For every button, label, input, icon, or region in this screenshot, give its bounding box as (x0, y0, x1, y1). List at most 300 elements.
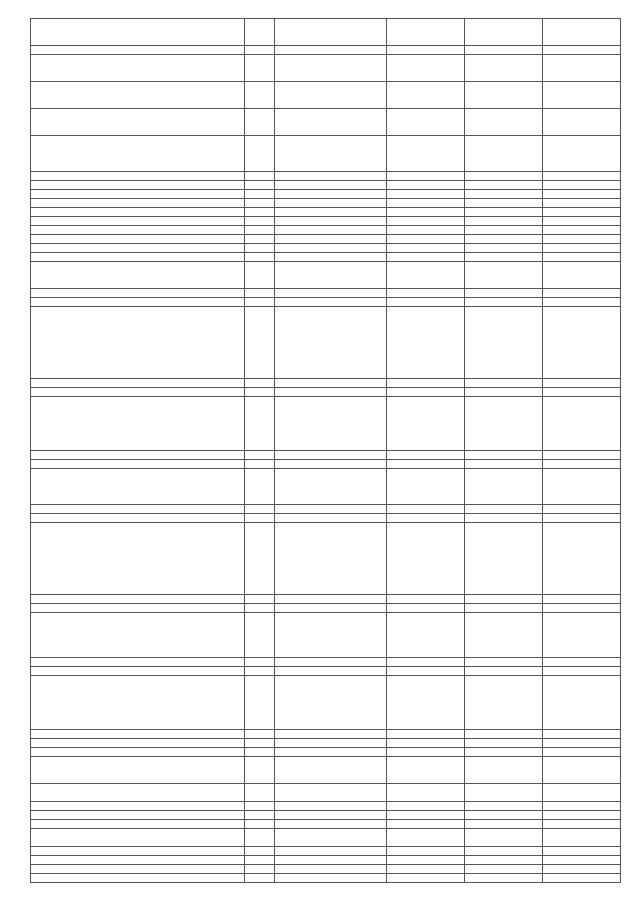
row-kbk-cell (275, 820, 387, 829)
row-plan-cell (387, 55, 465, 82)
row-name-cell (31, 613, 245, 658)
row-plan-cell (387, 739, 465, 748)
row-code-cell (245, 397, 275, 451)
table-row (31, 244, 621, 253)
table-row (31, 595, 621, 604)
row-executed-cell (465, 379, 543, 388)
row-code-cell (245, 388, 275, 397)
row-code-cell (245, 460, 275, 469)
row-plan-cell (387, 244, 465, 253)
row-kbk-cell (275, 856, 387, 865)
table-row (31, 730, 621, 739)
row-unexecuted-cell (543, 802, 621, 811)
row-name-cell (31, 226, 245, 235)
row-name-cell (31, 235, 245, 244)
row-unexecuted-cell (543, 388, 621, 397)
row-executed-cell (465, 172, 543, 181)
row-unexecuted-cell (543, 676, 621, 730)
row-plan-cell (387, 505, 465, 514)
table-row (31, 208, 621, 217)
row-name-cell (31, 190, 245, 199)
table-row (31, 109, 621, 136)
row-code-cell (245, 226, 275, 235)
row-name-cell (31, 181, 245, 190)
row-kbk-cell (275, 523, 387, 595)
row-executed-cell (465, 289, 543, 298)
row-name-cell (31, 811, 245, 820)
row-plan-cell (387, 226, 465, 235)
row-plan-cell (387, 874, 465, 883)
row-unexecuted-cell (543, 739, 621, 748)
row-name-cell (31, 658, 245, 667)
row-kbk-cell (275, 262, 387, 289)
table-row (31, 460, 621, 469)
row-unexecuted-cell (543, 55, 621, 82)
row-executed-cell (465, 829, 543, 847)
row-unexecuted-cell (543, 82, 621, 109)
row-kbk-cell (275, 244, 387, 253)
row-unexecuted-cell (543, 136, 621, 172)
row-name-cell (31, 523, 245, 595)
row-executed-cell (465, 667, 543, 676)
row-unexecuted-cell (543, 253, 621, 262)
row-unexecuted-cell (543, 172, 621, 181)
table-row (31, 505, 621, 514)
table-row (31, 253, 621, 262)
row-unexecuted-cell (543, 856, 621, 865)
row-name-cell (31, 856, 245, 865)
row-name-cell (31, 208, 245, 217)
row-executed-cell (465, 46, 543, 55)
row-plan-cell (387, 604, 465, 613)
row-plan-cell (387, 460, 465, 469)
row-code-cell (245, 55, 275, 82)
table-row (31, 190, 621, 199)
row-kbk-cell (275, 658, 387, 667)
row-code-cell (245, 874, 275, 883)
row-executed-cell (465, 523, 543, 595)
table-row (31, 217, 621, 226)
row-kbk-cell (275, 865, 387, 874)
row-executed-cell (465, 55, 543, 82)
row-executed-cell (465, 595, 543, 604)
row-executed-cell (465, 514, 543, 523)
row-plan-cell (387, 199, 465, 208)
row-name-cell (31, 298, 245, 307)
row-unexecuted-cell (543, 847, 621, 856)
row-executed-cell (465, 658, 543, 667)
row-unexecuted-cell (543, 307, 621, 379)
row-executed-cell (465, 748, 543, 757)
row-executed-cell (465, 217, 543, 226)
row-executed-cell (465, 199, 543, 208)
table-row (31, 82, 621, 109)
row-kbk-cell (275, 289, 387, 298)
row-kbk-cell (275, 181, 387, 190)
row-unexecuted-cell (543, 757, 621, 784)
row-unexecuted-cell (543, 199, 621, 208)
row-executed-cell (465, 226, 543, 235)
row-kbk-cell (275, 595, 387, 604)
row-unexecuted-cell (543, 730, 621, 739)
table-row (31, 397, 621, 451)
table-row (31, 874, 621, 883)
row-unexecuted-cell (543, 523, 621, 595)
row-code-cell (245, 748, 275, 757)
table-row (31, 451, 621, 460)
row-plan-cell (387, 208, 465, 217)
row-unexecuted-cell (543, 604, 621, 613)
row-name-cell (31, 802, 245, 811)
row-plan-cell (387, 253, 465, 262)
row-code-cell (245, 451, 275, 460)
row-code-cell (245, 856, 275, 865)
row-code-cell (245, 595, 275, 604)
row-unexecuted-cell (543, 505, 621, 514)
row-code-cell (245, 46, 275, 55)
row-kbk-cell (275, 667, 387, 676)
row-kbk-cell (275, 451, 387, 460)
row-unexecuted-cell (543, 820, 621, 829)
row-kbk-cell (275, 82, 387, 109)
row-unexecuted-cell (543, 289, 621, 298)
row-kbk-cell (275, 388, 387, 397)
table-row (31, 55, 621, 82)
row-code-cell (245, 262, 275, 289)
row-unexecuted-cell (543, 190, 621, 199)
row-code-cell (245, 136, 275, 172)
row-executed-cell (465, 190, 543, 199)
row-executed-cell (465, 109, 543, 136)
row-unexecuted-cell (543, 19, 621, 46)
row-unexecuted-cell (543, 874, 621, 883)
row-executed-cell (465, 757, 543, 784)
row-code-cell (245, 829, 275, 847)
row-name-cell (31, 757, 245, 784)
table-row (31, 469, 621, 505)
table-row (31, 298, 621, 307)
row-name-cell (31, 19, 245, 46)
row-plan-cell (387, 595, 465, 604)
row-unexecuted-cell (543, 181, 621, 190)
row-name-cell (31, 379, 245, 388)
row-executed-cell (465, 784, 543, 802)
row-name-cell (31, 739, 245, 748)
row-plan-cell (387, 451, 465, 460)
row-name-cell (31, 172, 245, 181)
row-code-cell (245, 19, 275, 46)
row-executed-cell (465, 505, 543, 514)
row-kbk-cell (275, 235, 387, 244)
row-plan-cell (387, 379, 465, 388)
row-plan-cell (387, 856, 465, 865)
row-executed-cell (465, 235, 543, 244)
row-code-cell (245, 505, 275, 514)
table-row (31, 847, 621, 856)
row-executed-cell (465, 811, 543, 820)
row-kbk-cell (275, 757, 387, 784)
table-row (31, 667, 621, 676)
row-plan-cell (387, 262, 465, 289)
row-kbk-cell (275, 190, 387, 199)
row-executed-cell (465, 730, 543, 739)
table-row (31, 748, 621, 757)
row-plan-cell (387, 865, 465, 874)
row-name-cell (31, 469, 245, 505)
row-kbk-cell (275, 784, 387, 802)
row-code-cell (245, 802, 275, 811)
row-kbk-cell (275, 208, 387, 217)
table-row (31, 136, 621, 172)
row-plan-cell (387, 298, 465, 307)
table-row (31, 739, 621, 748)
row-kbk-cell (275, 253, 387, 262)
row-name-cell (31, 505, 245, 514)
row-kbk-cell (275, 748, 387, 757)
row-kbk-cell (275, 19, 387, 46)
row-plan-cell (387, 82, 465, 109)
row-executed-cell (465, 298, 543, 307)
row-executed-cell (465, 253, 543, 262)
row-executed-cell (465, 451, 543, 460)
row-kbk-cell (275, 613, 387, 658)
row-plan-cell (387, 307, 465, 379)
row-name-cell (31, 289, 245, 298)
table-row (31, 523, 621, 595)
row-executed-cell (465, 865, 543, 874)
row-name-cell (31, 109, 245, 136)
row-plan-cell (387, 388, 465, 397)
row-executed-cell (465, 19, 543, 46)
row-unexecuted-cell (543, 208, 621, 217)
row-name-cell (31, 262, 245, 289)
row-unexecuted-cell (543, 46, 621, 55)
table-row (31, 226, 621, 235)
row-code-cell (245, 379, 275, 388)
row-name-cell (31, 397, 245, 451)
table-body (31, 19, 621, 883)
table-row (31, 604, 621, 613)
row-name-cell (31, 199, 245, 208)
row-plan-cell (387, 523, 465, 595)
row-plan-cell (387, 784, 465, 802)
row-name-cell (31, 82, 245, 109)
row-code-cell (245, 847, 275, 856)
row-executed-cell (465, 397, 543, 451)
row-name-cell (31, 874, 245, 883)
row-name-cell (31, 253, 245, 262)
row-code-cell (245, 613, 275, 658)
row-kbk-cell (275, 829, 387, 847)
row-plan-cell (387, 820, 465, 829)
row-name-cell (31, 676, 245, 730)
row-kbk-cell (275, 802, 387, 811)
row-unexecuted-cell (543, 667, 621, 676)
row-executed-cell (465, 802, 543, 811)
row-executed-cell (465, 262, 543, 289)
table-row (31, 784, 621, 802)
row-name-cell (31, 460, 245, 469)
row-kbk-cell (275, 847, 387, 856)
row-executed-cell (465, 856, 543, 865)
row-plan-cell (387, 658, 465, 667)
row-name-cell (31, 604, 245, 613)
row-unexecuted-cell (543, 595, 621, 604)
row-kbk-cell (275, 298, 387, 307)
row-unexecuted-cell (543, 298, 621, 307)
row-code-cell (245, 784, 275, 802)
row-code-cell (245, 208, 275, 217)
row-kbk-cell (275, 172, 387, 181)
table-row (31, 856, 621, 865)
row-plan-cell (387, 676, 465, 730)
table-row (31, 289, 621, 298)
row-code-cell (245, 865, 275, 874)
table-row (31, 199, 621, 208)
row-code-cell (245, 820, 275, 829)
row-code-cell (245, 730, 275, 739)
row-plan-cell (387, 811, 465, 820)
row-unexecuted-cell (543, 109, 621, 136)
row-unexecuted-cell (543, 451, 621, 460)
table-row (31, 46, 621, 55)
row-name-cell (31, 865, 245, 874)
budget-execution-table (30, 18, 621, 883)
row-executed-cell (465, 613, 543, 658)
row-code-cell (245, 109, 275, 136)
row-plan-cell (387, 730, 465, 739)
table-row (31, 262, 621, 289)
row-executed-cell (465, 604, 543, 613)
row-executed-cell (465, 181, 543, 190)
row-executed-cell (465, 739, 543, 748)
row-plan-cell (387, 514, 465, 523)
row-name-cell (31, 595, 245, 604)
row-unexecuted-cell (543, 748, 621, 757)
row-kbk-cell (275, 397, 387, 451)
row-kbk-cell (275, 676, 387, 730)
row-plan-cell (387, 190, 465, 199)
row-kbk-cell (275, 739, 387, 748)
row-code-cell (245, 757, 275, 784)
row-code-cell (245, 253, 275, 262)
row-executed-cell (465, 874, 543, 883)
row-code-cell (245, 676, 275, 730)
table-row (31, 172, 621, 181)
row-code-cell (245, 172, 275, 181)
row-name-cell (31, 730, 245, 739)
row-executed-cell (465, 136, 543, 172)
row-unexecuted-cell (543, 514, 621, 523)
row-plan-cell (387, 109, 465, 136)
row-kbk-cell (275, 604, 387, 613)
row-executed-cell (465, 847, 543, 856)
table-row (31, 379, 621, 388)
row-kbk-cell (275, 109, 387, 136)
row-kbk-cell (275, 379, 387, 388)
row-executed-cell (465, 460, 543, 469)
row-plan-cell (387, 181, 465, 190)
row-executed-cell (465, 208, 543, 217)
row-executed-cell (465, 307, 543, 379)
row-executed-cell (465, 388, 543, 397)
table-row (31, 388, 621, 397)
row-plan-cell (387, 802, 465, 811)
row-plan-cell (387, 172, 465, 181)
row-plan-cell (387, 748, 465, 757)
table-row (31, 757, 621, 784)
row-unexecuted-cell (543, 397, 621, 451)
row-name-cell (31, 388, 245, 397)
row-name-cell (31, 829, 245, 847)
table-row (31, 181, 621, 190)
row-plan-cell (387, 397, 465, 451)
row-kbk-cell (275, 136, 387, 172)
row-kbk-cell (275, 460, 387, 469)
row-name-cell (31, 307, 245, 379)
row-unexecuted-cell (543, 865, 621, 874)
row-name-cell (31, 514, 245, 523)
row-kbk-cell (275, 307, 387, 379)
row-kbk-cell (275, 505, 387, 514)
row-unexecuted-cell (543, 658, 621, 667)
row-kbk-cell (275, 55, 387, 82)
row-kbk-cell (275, 226, 387, 235)
row-kbk-cell (275, 874, 387, 883)
row-name-cell (31, 136, 245, 172)
row-executed-cell (465, 676, 543, 730)
row-plan-cell (387, 847, 465, 856)
row-plan-cell (387, 667, 465, 676)
row-plan-cell (387, 19, 465, 46)
row-unexecuted-cell (543, 379, 621, 388)
row-unexecuted-cell (543, 460, 621, 469)
table-row (31, 658, 621, 667)
row-kbk-cell (275, 469, 387, 505)
row-unexecuted-cell (543, 811, 621, 820)
row-plan-cell (387, 289, 465, 298)
table-row (31, 235, 621, 244)
row-code-cell (245, 199, 275, 208)
row-name-cell (31, 667, 245, 676)
row-plan-cell (387, 829, 465, 847)
row-kbk-cell (275, 199, 387, 208)
row-name-cell (31, 46, 245, 55)
table-row (31, 811, 621, 820)
table-row (31, 19, 621, 46)
table-row (31, 613, 621, 658)
row-code-cell (245, 181, 275, 190)
row-unexecuted-cell (543, 829, 621, 847)
row-plan-cell (387, 757, 465, 784)
row-code-cell (245, 514, 275, 523)
row-code-cell (245, 217, 275, 226)
row-unexecuted-cell (543, 244, 621, 253)
row-code-cell (245, 307, 275, 379)
table-row (31, 865, 621, 874)
table-row (31, 676, 621, 730)
row-executed-cell (465, 82, 543, 109)
row-code-cell (245, 190, 275, 199)
row-kbk-cell (275, 730, 387, 739)
row-code-cell (245, 811, 275, 820)
row-unexecuted-cell (543, 262, 621, 289)
row-code-cell (245, 523, 275, 595)
row-name-cell (31, 55, 245, 82)
row-name-cell (31, 820, 245, 829)
row-name-cell (31, 847, 245, 856)
row-name-cell (31, 748, 245, 757)
